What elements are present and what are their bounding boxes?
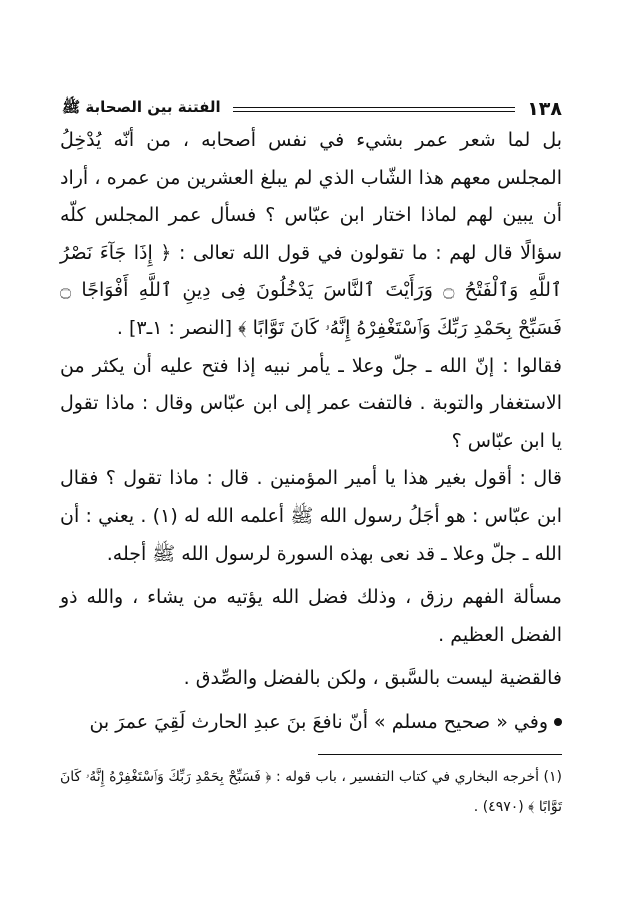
main-text — [60, 122, 562, 742]
page-number: ١٣٨ — [527, 98, 562, 120]
paragraph-3: قال : أقول بغير هذا يا أمير المؤمنين . قال : ماذا تقول ؟ فقال ابن عبّاس : هو أجَلُ رسول الله ﷺ أعلمه الله له (١) . يعني : أن الله ـ جلّ وعلا ـ قد نعى بهذه السورة لرسول الله ﷺ أجله. — [60, 467, 562, 565]
paragraph-4: مسألة الفهم رزق ، وذلك فضل الله يؤتيه من يشاء ، والله ذو الفضل العظيم . — [60, 586, 562, 646]
page-header — [62, 94, 562, 124]
footnote: (١) أخرجه البخاري في كتاب التفسير ، باب قوله : ﴿ فَسَبِّحْ بِحَمْدِ رَبِّكَ وَٱسْتَغْفِرْهُ إِنَّهُۥ كَانَ تَوَّابًا ﴾ (٤٩٧٠) . — [60, 769, 562, 815]
footnote-separator — [318, 754, 562, 755]
paragraph-1: بل لما شعر عمر بشيء في نفس أصحابه ، من أنّه يُدْخِلُ المجلس معهم هذا الشّاب الذي لم يبلغ العشرين من عمره ، أراد أن يبين لهم لماذا اختار ابن عبّاس ؟ فسأل عمر المجلس كلّه سؤالًا قال لهم : ما تقولون في قول الله تعالى : ﴿ إِذَا جَآءَ نَصْرُ ٱللَّهِ وَٱلْفَتْحُ ۝ وَرَأَيْتَ ٱلنَّاسَ يَدْخُلُونَ فِى دِينِ ٱللَّهِ أَفْوَاجًا ۝ فَسَبِّحْ بِحَمْدِ رَبِّكَ وَٱسْتَغْفِرْهُ إِنَّهُۥ كَانَ تَوَّابًا ﴾ [النصر : ١ـ٣] . — [60, 129, 562, 339]
bullet-icon — [554, 718, 562, 726]
running-title: الفتنة بين الصحابة ﷺ — [62, 98, 221, 116]
paragraph-6-text: وفي « صحيح مسلم » أنّ نافعَ بنَ عبدِ الحارث لَقِيَ عمرَ بن — [89, 710, 548, 733]
paragraph-5: فالقضية ليست بالسَّبق ، ولكن بالفضل والصِّدق . — [183, 667, 562, 690]
paragraph-2: فقالوا : إنّ الله ـ جلّ وعلا ـ يأمر نبيه إذا فتح عليه أن يكثر من الاستغفار والتوبة . فالتفت عمر إلى ابن عبّاس وقال : ماذا تقول يا ابن عبّاس ؟ — [60, 354, 562, 452]
header-rule — [233, 107, 516, 112]
paragraph-6 — [60, 704, 562, 742]
